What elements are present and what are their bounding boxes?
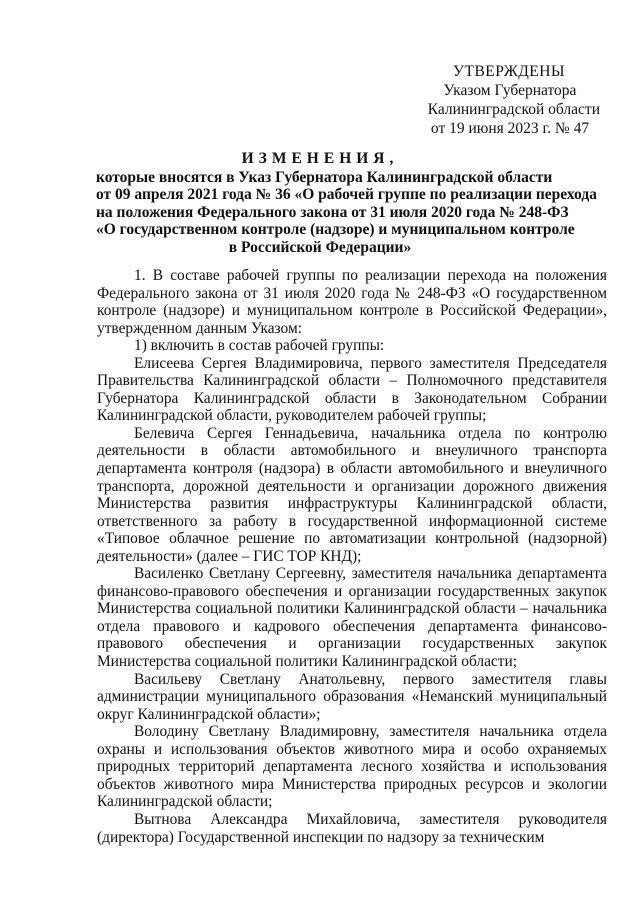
title-line: в Российской Федерации» bbox=[228, 238, 412, 256]
approval-heading: УТВЕРЖДЕНЫ bbox=[453, 63, 565, 80]
paragraph: 1. В составе рабочей группы по реализации перехода на положения Федерального закона от 31 июля 2020 года № 248-ФЗ «О государственном контроле (надзоре) и муниципальном контроле в Российской Федерации», утвержденном данным Указом: bbox=[97, 267, 607, 337]
paragraph: Елисеева Сергея Владимировича, первого заместителя Председателя Правительства Калининградской области – Полномочного представителя Губернатора Калининградской области в Законодательном Собрании Калининградской области, руководителем рабочей группы; bbox=[97, 354, 607, 425]
paragraph: Васильеву Светлану Анатольевну, первого заместителя главы администрации муниципального образования «Неманский муниципальный округ Калининградской области»; bbox=[97, 670, 607, 723]
paragraph: Василенко Светлану Сергеевну, заместителя начальника департамента финансово-правового обеспечения и организации государственных закупок Министерства социальной политики Калининградской области – начальника отдела правового и кадрового обеспечения департамента финансово-правового обеспечения и организации государственных закупок Министерства социальной политики Калининградской области; bbox=[97, 565, 607, 671]
title-line: на положения Федерального закона от 31 июля 2020 года № 248-ФЗ bbox=[96, 203, 569, 221]
paragraph: Володину Светлану Владимировну, заместителя начальника отдела охраны и использования объектов животного мира и особо охраняемых природных территорий департамента лесного хозяйства и использования объектов животного мира Министерства природных ресурсов и экологии Калининградской области; bbox=[97, 723, 607, 811]
paragraph: Белевича Сергея Геннадьевича, начальника отдела по контролю деятельности в области автомобильного и внеуличного транспорта департамента контроля (надзора) в области автомобильного и внеуличного транспорта, дорожной деятельности и организации дорожного движения Министерства развития инфраструктуры Калининградской области, ответственного за работу в государственной информационной системе «Типовое облачное решение по автоматизации контрольной (надзорной) деятельности» (далее – ГИС ТОР КНД); bbox=[97, 424, 607, 565]
title-main: ИЗМЕНЕНИЯ, bbox=[241, 150, 399, 167]
paragraph: Вытнова Александра Михайловича, заместителя руководителя (директора) Государственной инспекции по надзору за техническим bbox=[97, 810, 607, 846]
approval-block bbox=[380, 62, 600, 138]
approval-date: от 19 июня 2023 г. № 47 bbox=[430, 120, 590, 137]
document-body bbox=[97, 267, 607, 846]
approval-line-1: Указом Губернатора bbox=[443, 82, 577, 99]
title-line: «О государственном контроле (надзоре) и муниципальном контроле bbox=[96, 221, 575, 238]
title-line: которые вносятся в Указ Губернатора Калининградской области bbox=[96, 168, 553, 186]
approval-line-2: Калининградской области bbox=[427, 101, 600, 118]
paragraph: 1) включить в состав рабочей группы: bbox=[134, 337, 385, 355]
title-line: от 09 апреля 2021 года № 36 «О рабочей группе по реализации перехода bbox=[96, 186, 597, 203]
document-title bbox=[96, 150, 597, 256]
